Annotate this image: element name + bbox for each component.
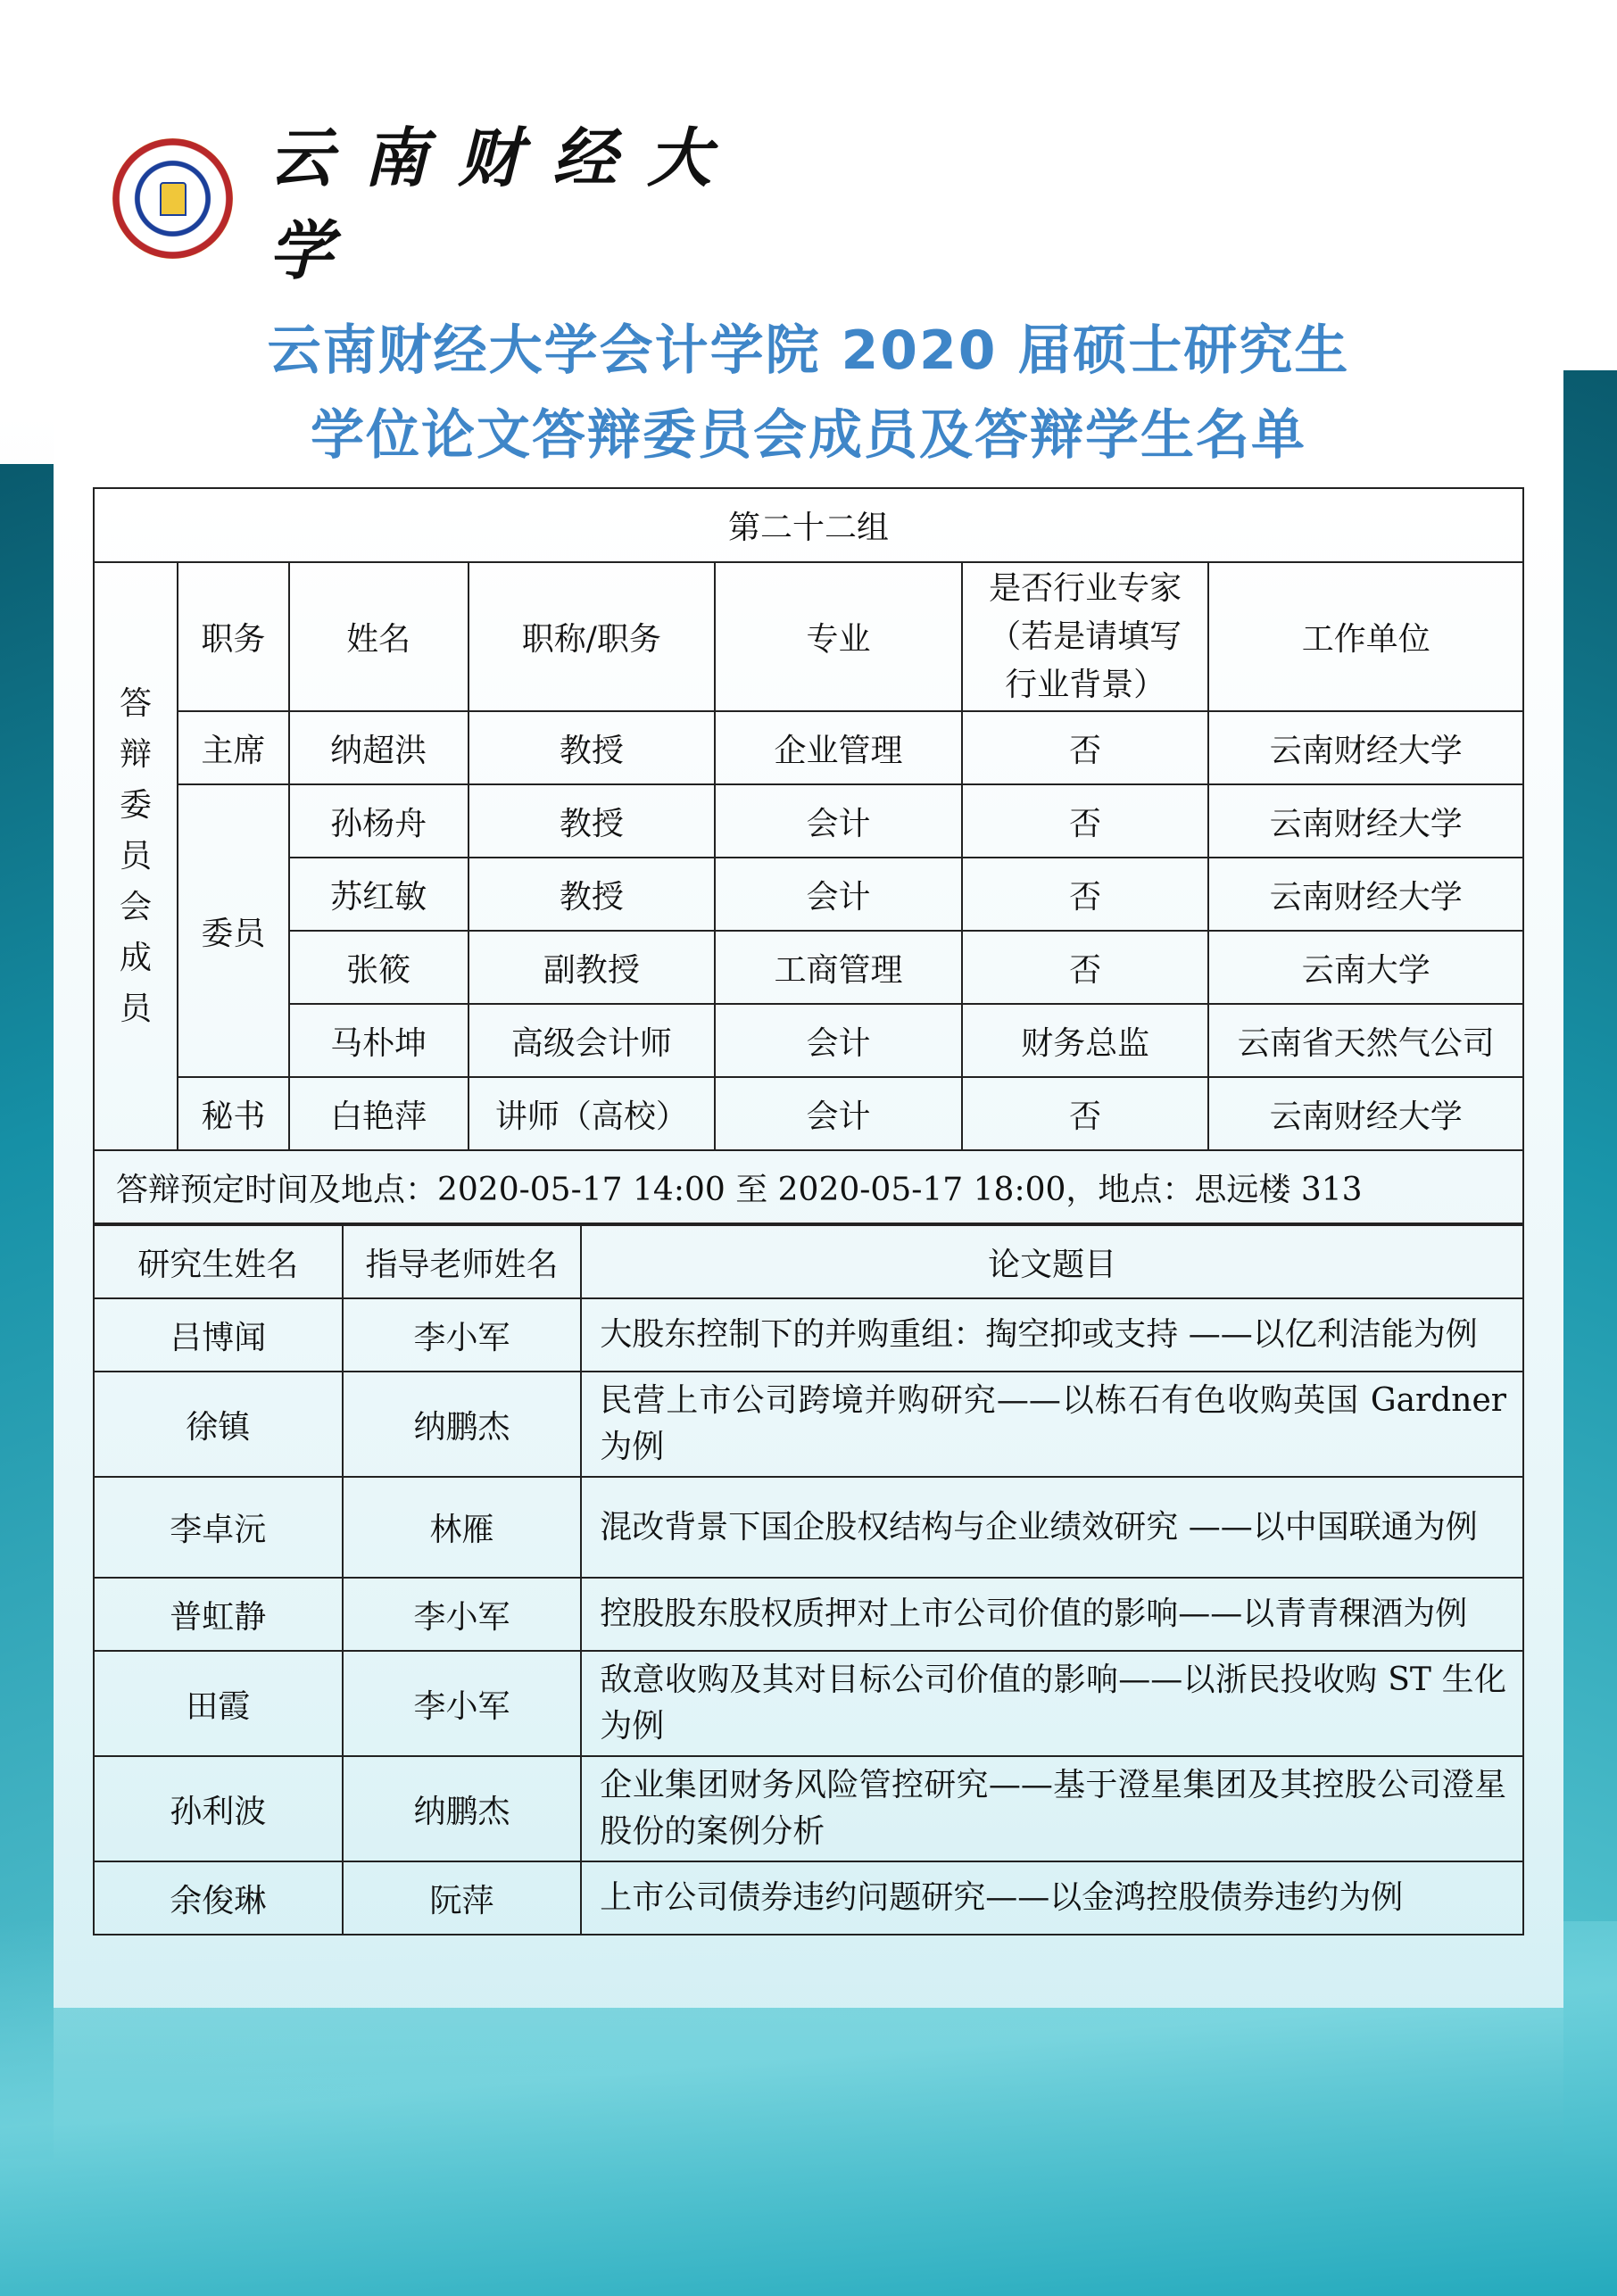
thesis-topic: 控股股东股权质押对上市公司价值的影响——以青青稞酒为例 bbox=[581, 1578, 1523, 1651]
member-major: 会计 bbox=[715, 784, 962, 858]
member-org: 云南财经大学 bbox=[1208, 711, 1523, 784]
member-name: 纳超洪 bbox=[289, 711, 469, 784]
member-expert: 否 bbox=[962, 858, 1209, 931]
member-rank: 高级会计师 bbox=[469, 1004, 716, 1077]
role-chair: 主席 bbox=[178, 711, 289, 784]
committee-table bbox=[93, 487, 1524, 1224]
member-expert: 否 bbox=[962, 931, 1209, 1004]
university-logo bbox=[112, 119, 755, 288]
member-major: 工商管理 bbox=[715, 931, 962, 1004]
advisor-name: 李小军 bbox=[343, 1298, 582, 1372]
member-rank: 副教授 bbox=[469, 931, 716, 1004]
advisor-name: 纳鹏杰 bbox=[343, 1372, 582, 1477]
member-rank: 教授 bbox=[469, 711, 716, 784]
member-org: 云南财经大学 bbox=[1208, 858, 1523, 931]
member-major: 企业管理 bbox=[715, 711, 962, 784]
committee-row bbox=[94, 784, 1523, 858]
member-org: 云南财经大学 bbox=[1208, 1077, 1523, 1150]
page-title-line1: 云南财经大学会计学院 2020 届硕士研究生 bbox=[267, 319, 1350, 382]
thesis-topic: 混改背景下国企股权结构与企业绩效研究 ——以中国联通为例 bbox=[581, 1477, 1523, 1578]
header-org: 工作单位 bbox=[1208, 562, 1523, 711]
header-student: 研究生姓名 bbox=[94, 1225, 343, 1298]
student-name: 田霞 bbox=[94, 1651, 343, 1756]
header-rank: 职称/职务 bbox=[469, 562, 716, 711]
header-role: 职务 bbox=[178, 562, 289, 711]
university-wordmark: 云南财经大学 bbox=[269, 119, 742, 288]
student-name: 普虹静 bbox=[94, 1578, 343, 1651]
students-table bbox=[93, 1224, 1524, 1935]
thesis-topic: 企业集团财务风险管控研究——基于澄星集团及其控股公司澄星股份的案例分析 bbox=[581, 1756, 1523, 1861]
member-expert: 否 bbox=[962, 1077, 1209, 1150]
member-name: 孙杨舟 bbox=[289, 784, 469, 858]
header-expert: 是否行业专家 （若是请填写 行业背景） bbox=[962, 562, 1209, 711]
committee-row bbox=[94, 1077, 1523, 1150]
seal-tower-icon bbox=[160, 182, 187, 216]
role-secretary: 秘书 bbox=[178, 1077, 289, 1150]
advisor-name: 李小军 bbox=[343, 1651, 582, 1756]
student-row bbox=[94, 1861, 1523, 1935]
thesis-topic: 上市公司债券违约问题研究——以金鸿控股债券违约为例 bbox=[581, 1861, 1523, 1935]
member-name: 张筱 bbox=[289, 931, 469, 1004]
member-major: 会计 bbox=[715, 1004, 962, 1077]
background-left-stripe bbox=[0, 464, 54, 2159]
member-rank: 教授 bbox=[469, 784, 716, 858]
header-topic: 论文题目 bbox=[581, 1225, 1523, 1298]
header-major: 专业 bbox=[715, 562, 962, 711]
student-name: 李卓沅 bbox=[94, 1477, 343, 1578]
advisor-name: 林雁 bbox=[343, 1477, 582, 1578]
student-row bbox=[94, 1298, 1523, 1372]
member-name: 白艳萍 bbox=[289, 1077, 469, 1150]
student-row bbox=[94, 1756, 1523, 1861]
advisor-name: 李小军 bbox=[343, 1578, 582, 1651]
student-row bbox=[94, 1578, 1523, 1651]
committee-row bbox=[94, 711, 1523, 784]
advisor-name: 纳鹏杰 bbox=[343, 1756, 582, 1861]
committee-side-label: 答 辩 委 员 会 成 员 bbox=[94, 562, 178, 1150]
defense-schedule: 答辩预定时间及地点：2020-05-17 14:00 至 2020-05-17 18:00，地点：思远楼 313 bbox=[94, 1150, 1523, 1223]
student-name: 余俊琳 bbox=[94, 1861, 343, 1935]
header-name: 姓名 bbox=[289, 562, 469, 711]
student-row bbox=[94, 1372, 1523, 1477]
member-rank: 讲师（高校） bbox=[469, 1077, 716, 1150]
committee-row bbox=[94, 931, 1523, 1004]
member-rank: 教授 bbox=[469, 858, 716, 931]
member-org: 云南大学 bbox=[1208, 931, 1523, 1004]
university-seal-icon bbox=[112, 138, 233, 259]
group-title: 第二十二组 bbox=[94, 488, 1523, 562]
member-name: 马朴坤 bbox=[289, 1004, 469, 1077]
thesis-topic: 敌意收购及其对目标公司价值的影响——以浙民投收购 ST 生化为例 bbox=[581, 1651, 1523, 1756]
student-name: 吕博闻 bbox=[94, 1298, 343, 1372]
student-name: 孙利波 bbox=[94, 1756, 343, 1861]
member-org: 云南财经大学 bbox=[1208, 784, 1523, 858]
background-right-stripe bbox=[1563, 370, 1617, 2155]
member-major: 会计 bbox=[715, 1077, 962, 1150]
member-major: 会计 bbox=[715, 858, 962, 931]
member-org: 云南省天然气公司 bbox=[1208, 1004, 1523, 1077]
thesis-topic: 大股东控制下的并购重组：掏空抑或支持 ——以亿利洁能为例 bbox=[581, 1298, 1523, 1372]
advisor-name: 阮萍 bbox=[343, 1861, 582, 1935]
member-expert: 否 bbox=[962, 784, 1209, 858]
role-member: 委员 bbox=[178, 784, 289, 1077]
member-name: 苏红敏 bbox=[289, 858, 469, 931]
committee-row bbox=[94, 858, 1523, 931]
header-advisor: 指导老师姓名 bbox=[343, 1225, 582, 1298]
member-expert: 否 bbox=[962, 711, 1209, 784]
page-title-line2: 学位论文答辩委员会成员及答辩学生名单 bbox=[311, 404, 1306, 467]
committee-row bbox=[94, 1004, 1523, 1077]
member-expert: 财务总监 bbox=[962, 1004, 1209, 1077]
student-row bbox=[94, 1477, 1523, 1578]
student-row bbox=[94, 1651, 1523, 1756]
thesis-topic: 民营上市公司跨境并购研究——以栋石有色收购英国 Gardner 为例 bbox=[581, 1372, 1523, 1477]
student-name: 徐镇 bbox=[94, 1372, 343, 1477]
